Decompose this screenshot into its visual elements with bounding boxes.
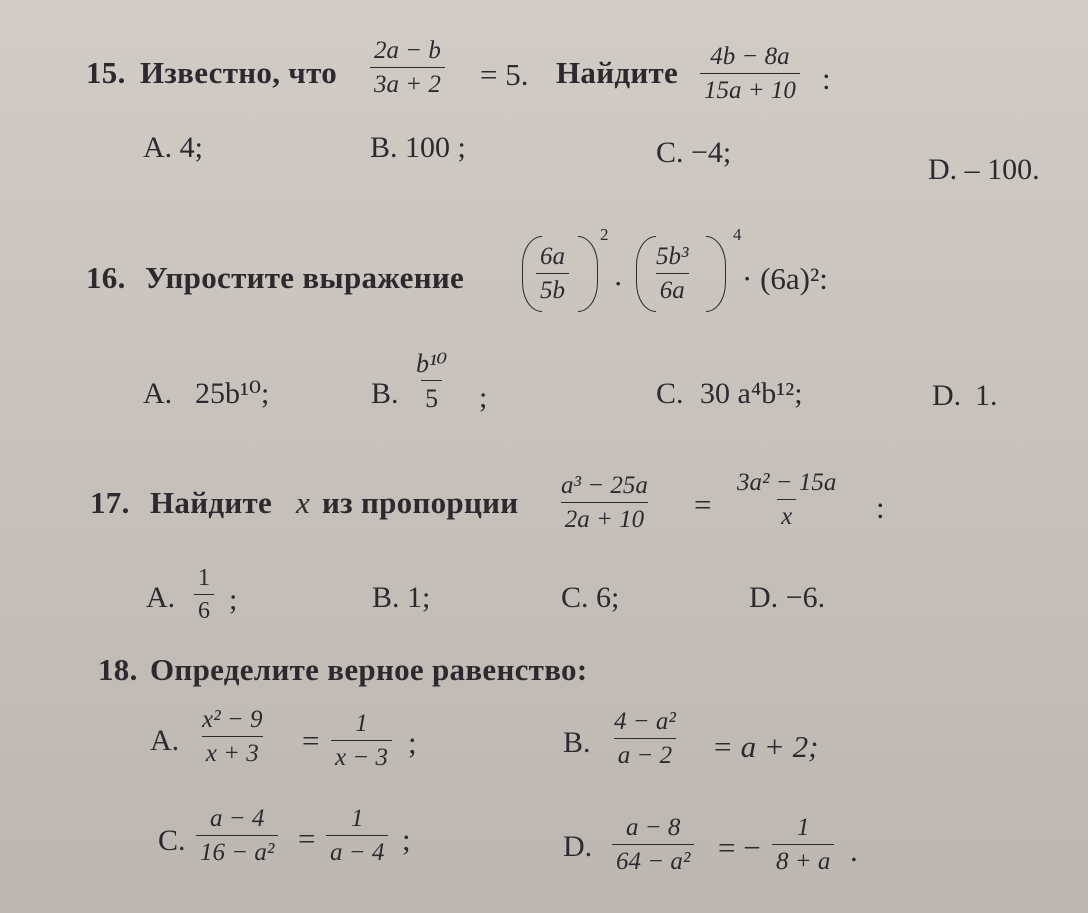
equals-sign: = [302,723,320,758]
equals-minus: = − [718,830,761,865]
question-text-2: из пропорции [322,485,519,520]
option-value: 30 a⁴b¹²; [700,377,803,410]
option-label: B. [563,726,591,759]
rhs-expression: = a + 2; [712,729,819,764]
rhs-fraction: $\frac{1}{a - 4}$ [326,806,388,867]
option-fraction: $\frac{1}{6}$ [194,566,214,624]
question-number: 17. [90,485,130,520]
option-end: ; [402,822,411,857]
given-fraction: $\frac{2a - b}{3a + 2}$ [370,38,445,99]
option-label: A. [150,724,180,757]
option-value: 25b¹⁰; [195,377,270,410]
question-text: Упростите выражение [145,260,465,295]
variable-x: x [296,485,311,520]
option-end: ; [479,381,488,414]
lhs-fraction: $\frac{\text{4 − a²}}{a - 2}$ [614,708,676,770]
option-label: A. [146,581,176,614]
option-end: . [850,833,858,868]
fraction-1: $\frac{6a}{5b}$ [536,244,569,305]
question-number: 18. [98,652,138,687]
option-label: C. [656,377,684,410]
lhs-fraction: $\frac{\text{x² − 9}}{x + 3}$ [202,706,263,768]
equals-sign: = [694,487,712,522]
exponent-1: 2 [600,225,609,244]
option-b[interactable]: B. 100 ; [370,131,466,164]
option-end: ; [229,583,238,616]
question-number: 16. [86,260,126,295]
option-end: ; [408,725,417,760]
option-value: 1. [975,379,998,412]
option-label: D. [563,830,593,863]
option-a[interactable]: A. 4; [143,131,203,164]
left-fraction: $\frac{\text{a³ − 25a}}{2a + 10}$ [561,472,648,534]
lhs-fraction: $\frac{a - 8}{\text{64 − a²}}$ [612,815,694,876]
given-equals: = 5. [480,57,529,92]
right-fraction: $\frac{\text{3a² − 15a}}{x}$ [737,469,837,531]
exponent-2: 4 [733,225,742,244]
equals-sign: = [298,821,316,856]
right-paren [578,236,598,312]
option-label: D. [932,379,962,412]
option-d[interactable]: D. – 100. [928,153,1040,186]
option-fraction: $\frac{\text{b¹⁰}}{5}$ [416,349,448,414]
question-number: 15. [86,55,126,90]
option-c[interactable]: C. 6; [561,581,620,614]
option-label: C. [158,824,186,857]
option-d[interactable]: D. −6. [749,581,826,614]
right-paren [706,236,726,312]
rhs-fraction: $\frac{1}{x - 3}$ [331,711,392,772]
question-text: Определите верное равенство: [150,652,588,687]
lhs-fraction: $\frac{a - 4}{\text{16 − a²}}$ [196,806,278,867]
tail-expression: · (6a)²: [742,261,828,296]
option-c[interactable]: C. −4; [656,136,732,169]
option-label: B. [371,377,399,410]
fraction-2: $\frac{\text{5b³}}{6a}$ [656,243,689,305]
target-fraction: $\frac{4b - 8a}{15a + 10}$ [700,44,800,105]
colon: : [822,61,831,96]
find-text: Найдите [556,55,679,90]
question-text: Найдите [150,485,273,520]
rhs-fraction: $\frac{1}{8 + a}$ [772,815,834,876]
option-b[interactable]: B. 1; [372,581,431,614]
dot: · [613,266,624,301]
option-label: A. [143,377,173,410]
colon: : [876,490,885,525]
question-text: Известно, что [140,55,337,90]
